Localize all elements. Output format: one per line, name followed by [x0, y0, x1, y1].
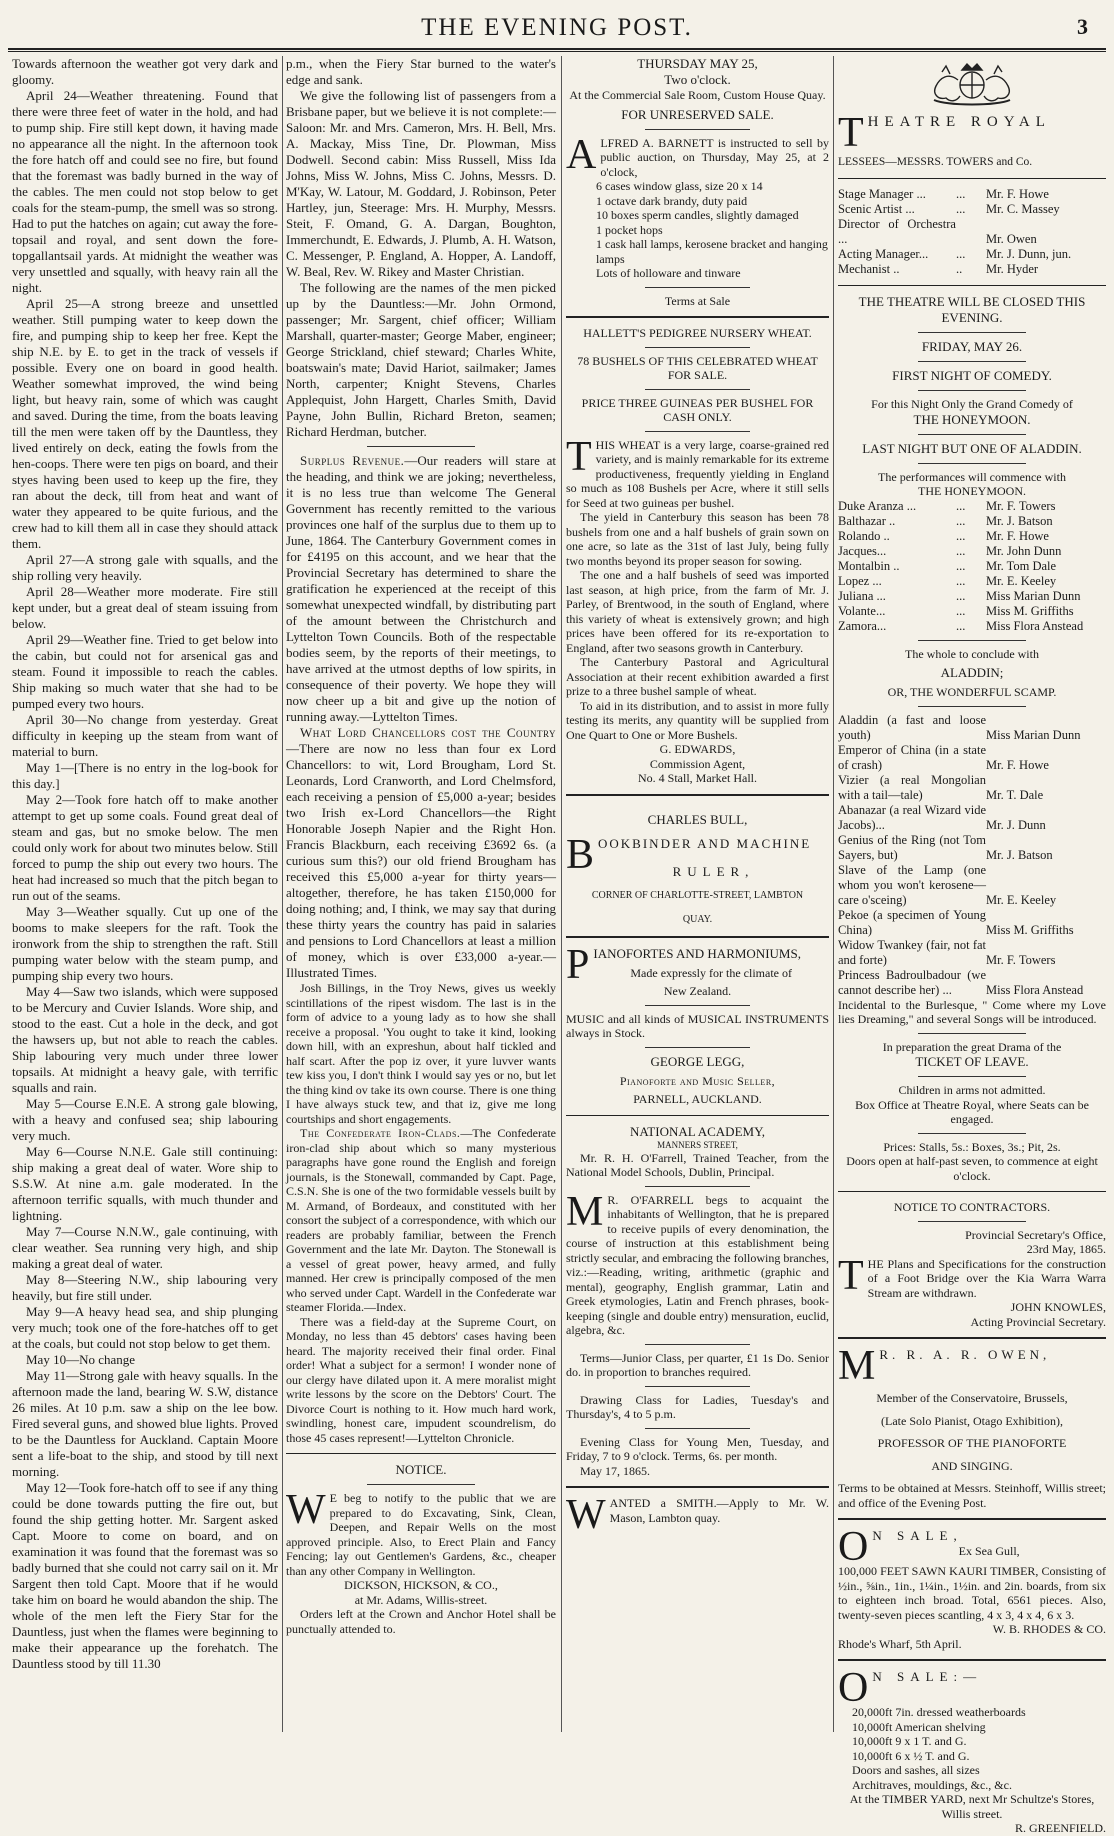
role-cell: Genius of the Ring (not Tom Sayers, but)	[838, 832, 986, 862]
divider	[645, 1186, 750, 1187]
table-row	[838, 514, 1106, 529]
academy-intro: Mr. R. H. O'Farrell, Trained Teacher, from the National Model Schools, Dublin, Principal.	[566, 1150, 829, 1179]
log-entry: April 25—A strong breeze and unsettled weather. Still pumping water to keep down the fire, and pumping ship to keep her free. Kept the ship N.E. by E. to get in the track of vessels if possible. Every one on board in good health. Weather somewhat improved, the wind being light, but heavy rain, some of which was caught and saved. During the time, from the boats leaving till the men were taken off by the Dauntless, they lived entirely on deck, eating the fowls from the hen-coops. There were ten pigs on board, and their styes having been used to keep up the fire, they ran about the deck, till from heat and want of water they appeared to be quite furious, and the crew had to kill them all in case they should attack them.	[12, 296, 278, 551]
contractors-date: 23rd May, 1865.	[1026, 1242, 1106, 1256]
sale-place: At the Commercial Sale Room, Custom House Quay.	[569, 88, 826, 102]
academy-street: MANNERS STREET,	[657, 1139, 738, 1150]
divider	[645, 347, 750, 348]
drop-cap: M	[566, 1188, 604, 1235]
wheat-signature: G. EDWARDS,	[659, 742, 736, 756]
role-cell: Juliana ...	[838, 588, 886, 603]
actor-cell: Mr. T. Dale	[986, 787, 1044, 802]
role-cell: Mechanist ..	[838, 262, 900, 276]
divider	[918, 361, 1025, 362]
table-row	[838, 499, 1106, 514]
log-entry: April 28—Weather more moderate. Fire still kept under, but a great deal of steam issuing from below.	[12, 584, 278, 631]
role-cell: Montalbin ..	[838, 558, 900, 573]
honeymoon-cast-table	[838, 499, 1106, 634]
grand-comedy: For this Night Only the Grand Comedy of	[871, 397, 1073, 411]
actor-cell: Mr. F. Howe	[986, 757, 1049, 772]
drop-cap: W	[286, 1487, 326, 1533]
actor-cell: Mr. F. Towers	[986, 498, 1056, 513]
sale-time: Two o'clock.	[664, 72, 731, 87]
actor-cell: Mr. E. Keeley	[986, 892, 1057, 907]
table-row	[838, 833, 1106, 863]
article-heading: Surplus Revenue.	[300, 453, 405, 468]
log-entry: April 24—Weather threatening. Found that there were three feet of water in the hold, and had to pump ship. Fire still kept down, it having made no appearance all the night. In the afternoon took the fore hatch off and could see no fire, but found that the foremast was badly burned in the way of the cables. The men could not stop below to get coals for the steam-pump, the smell was so strong. Had to put the hatches on again; cut away the fore-topsail and royal, and sent down the fore-topgallantsail yards. At midnight the weather was very unsettled and squally, with heavy rain all the night.	[12, 88, 278, 295]
drop-cap: W	[566, 1492, 606, 1538]
honeymoon-title-2: THE HONEYMOON.	[918, 484, 1026, 498]
divider	[645, 389, 750, 390]
actor-cell: Miss Marian Dunn	[986, 588, 1081, 603]
notice-address: at Mr. Adams, Willis-street.	[354, 1592, 488, 1607]
divider	[367, 1484, 475, 1485]
academy-heading: NATIONAL ACADEMY,	[629, 1123, 766, 1139]
legg-place: PARNELL, AUCKLAND.	[633, 1092, 762, 1106]
contractors-signature: JOHN KNOWLES,	[1010, 1300, 1106, 1314]
actor-cell: Mr. F. Howe	[986, 528, 1049, 543]
table-row	[838, 202, 1106, 217]
divider	[918, 640, 1025, 641]
incidental-songs: Incidental to the Burlesque, " Come where my Love lies Dreaming," and several Songs will be introduced.	[838, 997, 1106, 1026]
legg-trade: Pianoforte and Music Seller,	[619, 1073, 776, 1088]
sale-terms: Terms at Sale	[664, 293, 731, 308]
newspaper-title: THE EVENING POST.	[421, 14, 693, 41]
piano-made: Made expressly for the climate of	[630, 965, 792, 980]
table-row	[838, 217, 1106, 247]
bookbinder-address: CORNER OF CHARLOTTE-STREET, LAMBTON	[591, 889, 804, 901]
log-entry: April 30—No change from yesterday. Great difficulty in keeping up the steam from want of material to burn.	[12, 712, 278, 759]
article-heading: What Lord Chancellors cost the Country	[300, 725, 556, 740]
leader-dots: ...	[956, 603, 966, 618]
divider	[918, 1133, 1025, 1134]
divider	[838, 1337, 1106, 1339]
leader-dots: ...	[956, 202, 966, 216]
role-cell: Volante...	[838, 603, 886, 618]
leader-dots: ...	[956, 543, 966, 558]
actor-cell: Mr. C. Massey	[986, 202, 1060, 216]
role-cell: Slave of the Lamp (one whom you won't kerosene—care o'sceing)	[838, 862, 986, 907]
role-cell: Lopez ...	[838, 573, 882, 588]
role-cell: Director of Orchestra ...	[838, 217, 956, 246]
list-item: Architraves, mouldings, &c., &c.	[852, 1777, 1012, 1792]
wheat-origin: The one and a half bushels of seed was imported last season, at high price, from the farm of Mr. J. Parley, of Brentwood, in the south of England, where this variety of wheat is extensively grown; and high prices have been offered for its re-exportation to England, after two seasons growth in Canterbury.	[566, 568, 829, 655]
legg-name: GEORGE LEGG,	[650, 1053, 745, 1069]
theatre-closed: THE THEATRE WILL BE CLOSED THIS EVENING.	[858, 294, 1086, 325]
actor-cell: Mr. J. Dunn, jun.	[986, 247, 1072, 261]
timber-yard-item-list	[838, 1705, 1106, 1792]
friday-date: FRIDAY, MAY 26.	[921, 339, 1023, 354]
notice-signature: DICKSON, HICKSON, & CO.,	[344, 1578, 498, 1592]
wanted-smith-ad	[566, 1492, 829, 1538]
leader-dots: ...	[956, 573, 966, 588]
log-entry: May 4—Saw two islands, which were supposed to be Mercury and Cuvier Islands. Wore ship, and stood to the east. Cut a hole in the deck, and got the hawsers up, but not able to reach the cables. Ship labouring very much under three lower topsails. At midnight a heavy gale, with terrific squalls and rain.	[12, 984, 278, 1095]
leader-dots: ...	[956, 618, 966, 633]
column-divider	[561, 56, 562, 1732]
actor-cell: Mr. Tom Dale	[986, 558, 1057, 573]
list-item: 1 octave dark brandy, duty paid	[596, 193, 748, 208]
performances-commence: The performances will commence with	[878, 469, 1066, 484]
contractors-heading: NOTICE TO CONTRACTORS.	[893, 1200, 1051, 1214]
table-row	[838, 544, 1106, 559]
leader-dots	[956, 217, 986, 247]
academy-ad	[566, 1188, 829, 1338]
actor-cell: Mr. F. Towers	[986, 952, 1056, 967]
piano-nz: New Zealand.	[663, 984, 732, 998]
log-entry: May 5—Course E.N.E. A strong gale blowing, with a heavy and confused sea; ship labouring very much.	[12, 1096, 278, 1143]
drop-cap: O	[838, 1665, 869, 1711]
table-row	[838, 262, 1106, 277]
wheat-agent: Commission Agent,	[649, 756, 746, 771]
divider	[645, 287, 750, 288]
academy-text: R. O'FARRELL begs to acquaint the inhabitants of Wellington, that he is prepared to receive pupils of every denomination, the course of instruction at this establishment being strictly secular, and embracing the following branches, viz.:—Reading, writing, arithmetic (graphic and mental), geography, English grammar, Latin and Greek etymologies, Latin and French phrases, book-keeping (single and double entry) mensuration, euclid, algebra, &c.	[566, 1192, 829, 1337]
leader-dots: ...	[956, 247, 966, 261]
in-preparation: In preparation the great Drama of the	[882, 1039, 1062, 1054]
field-day-article: There was a field-day at the Supreme Court, on Monday, no less than 45 debtors' cases having been heard. The majority received their final order. Final order! What a subject for a sermon! I wonder none of our clergy have dilated upon it. A mere moralist might write lessons by the score on the Debtors' Court. The Divorce Court is nothing to it. How much hard work, swindling, honest care, impudent scoundrelism, do those 45 cases represent!—Lyttelton Chronicle.	[286, 1314, 556, 1445]
table-row	[838, 908, 1106, 938]
owen-terms: Terms to be obtained at Messrs. Steinhoff, Willis street; and office of the Evening Post.	[838, 1481, 1106, 1510]
actor-cell: Miss Flora Anstead	[986, 982, 1084, 997]
drop-cap: T	[838, 1252, 864, 1299]
actor-cell: Miss Marian Dunn	[986, 727, 1081, 742]
actor-cell: Miss M. Griffiths	[986, 603, 1074, 618]
contractors-notice	[838, 1252, 1106, 1301]
divider	[918, 1033, 1025, 1034]
last-night-aladdin: LAST NIGHT BUT ONE OF ALADDIN.	[862, 440, 1082, 456]
timber-sale-date: Rhode's Wharf, 5th April.	[838, 1636, 962, 1651]
actor-cell: Mr. Owen	[986, 232, 1037, 246]
divider	[918, 332, 1025, 333]
divider	[838, 1659, 1106, 1661]
notice-orders: Orders left at the Crown and Anchor Hotel shall be punctually attended to.	[286, 1607, 556, 1636]
divider	[645, 1047, 750, 1048]
list-item: 10 boxes sperm candles, slightly damaged	[596, 208, 799, 222]
table-row	[838, 743, 1106, 773]
leader-dots: ..	[956, 262, 963, 276]
bookbinder-trade: OOKBINDER AND MACHINE	[598, 835, 812, 851]
role-cell: Aladdin (a fast and loose youth)	[838, 712, 986, 742]
auction-item-list	[566, 179, 829, 281]
surplus-revenue-article	[286, 453, 556, 725]
list-item: 6 cases window glass, size 20 x 14	[596, 179, 763, 193]
auction-ad	[566, 131, 829, 180]
owen-member: Member of the Conservatoire, Brussels,	[876, 1391, 1068, 1405]
list-item: 10,000ft American shelving	[852, 1719, 986, 1734]
drop-cap: T	[838, 110, 864, 156]
article-heading: The Confederate Iron-Clads.	[300, 1126, 461, 1140]
wheat-distribution: To aid in its distribution, and to assist in more fully testing its merits, any quantity will be supplied from One Quart to One or More Bushels.	[566, 698, 829, 742]
children-notice: Children in arms not admitted.	[898, 1083, 1046, 1097]
role-cell: Abanazar (a real Wizard vide Jacobs)...	[838, 802, 986, 832]
box-office: Box Office at Theatre Royal, where Seats can be engaged.	[855, 1097, 1089, 1126]
academy-date: May 17, 1865.	[580, 1463, 650, 1478]
crew-list: The following are the names of the men picked up by the Dauntless:—Mr. John Ormond, passenger; Mr. Sargent, chief officer; William Marshall, quarter-master; George Maber, engineer; George Strickland, chief steward; Charles White, boatswain's mate; David Hariot, sailmaker; James North, carpenter; Knight Stevens, Charles Applequist, John Hargett, Charles Smith, David Payne, John Bullin, Richard Breton, seamen; Richard Herdman, butcher.	[286, 280, 556, 439]
wheat-stall: No. 4 Stall, Market Hall.	[638, 771, 757, 785]
role-cell: Princess Badroulbadour (we cannot describe her) ...	[838, 967, 986, 997]
role-cell: Duke Aranza ...	[838, 498, 917, 513]
list-item: 10,000ft 9 x 1 T. and G.	[852, 1734, 967, 1748]
table-row	[838, 559, 1106, 574]
drop-cap: T	[566, 433, 592, 480]
josh-billings-article: Josh Billings, in the Troy News, gives us weekly scintillations of the ripest wisdom. The last is in the form of advice to a young lady as to how she shall receive a proposal. 'You ought to take it kind, looking down hill, with an expreshun, about half tickled and half scart. After the pop iz over, it yure luvver wants tew kiss you, I don't think I would say yes or no, but let the thing kind ov take its own course. There is one thing I have always stuck tew, and that iz, give me long courtships and short engagements.	[286, 981, 556, 1126]
drop-cap: A	[566, 131, 597, 178]
role-cell: Balthazar ..	[838, 513, 896, 528]
leader-dots: ...	[956, 528, 966, 543]
role-cell: Widow Twankey (fair, not fat and forte)	[838, 937, 986, 967]
first-night: FIRST NIGHT OF COMEDY.	[892, 368, 1052, 383]
wheat-yield: The yield in Canterbury this season has been 78 bushels from one and a half bushels of grain sown on one acre, so late as the 31st of last July, being fully two months beyond its proper season for sowing.	[566, 510, 829, 568]
table-row	[838, 529, 1106, 544]
divider	[645, 1428, 750, 1429]
list-item: Doors and sashes, all sizes	[852, 1763, 980, 1777]
doors-open: Doors open at half-past seven, to commence at eight o'clock.	[846, 1154, 1098, 1183]
log-entry: May 6—Course N.N.E. Gale still continuing: ship making a great deal of water. Wore ship to S.S.W. At nine a.m. gale moderated. In the afternoon terrific squalls, with much thunder and lightning.	[12, 1144, 278, 1223]
wheat-text: HIS WHEAT is a very large, coarse-grained red variety, and is mainly remarkable for its extreme productiveness, frequently yielding in England so much as 108 Bushels per Acre, where it still sells for Seed at two guineas per bushel.	[566, 437, 829, 510]
drop-cap: B	[566, 831, 595, 878]
column-1-fiery-star-log	[12, 56, 278, 1732]
piano-music: MUSIC and all kinds of MUSICAL INSTRUMENTS always in Stock.	[566, 1011, 829, 1040]
table-row	[838, 589, 1106, 604]
aladdin-title: ALADDIN;	[940, 665, 1004, 680]
actor-cell: Mr. J. Batson	[986, 513, 1053, 528]
table-row	[838, 803, 1106, 833]
wheat-price: PRICE THREE GUINEAS PER BUSHEL FOR CASH ONLY.	[581, 395, 814, 424]
table-row	[838, 574, 1106, 589]
column-divider	[833, 56, 834, 1732]
timber-sale-signature: W. B. RHODES & CO.	[992, 1622, 1106, 1636]
timber-sale-text: 100,000 FEET SAWN KAURI TIMBER, Consisting of ½in., ⅝in., 1in., 1¼in., 1½in. and 2in. boards, from six to eighteen inch broad. Total, 6561 pieces. Also, twenty-seven pieces scantling, 4 x 3, 4 x 4, 6 x 3.	[838, 1564, 1106, 1622]
log-entry: Towards afternoon the weather got very dark and gloomy.	[12, 56, 278, 87]
column-4-theatre-and-notices	[838, 56, 1106, 1835]
academy-terms: Terms—Junior Class, per quarter, £1 1s Do. Senior do. in proportion to branches required.	[566, 1350, 829, 1379]
bookbinder-ruler: RULER,	[672, 863, 755, 879]
academy-evening-class: Evening Class for Young Men, Tuesday, and Friday, 7 to 9 o'clock. Terms, 6s. per month.	[566, 1434, 829, 1463]
role-cell: Scenic Artist ...	[838, 202, 915, 216]
column-3-advertisements	[566, 56, 829, 1732]
divider	[838, 1191, 1106, 1192]
wheat-heading: HALLETT'S PEDIGREE NURSERY WHEAT.	[583, 326, 812, 340]
log-entry: May 12—Took fore-hatch off to see if any thing could be done towards putting the fire out, but found the ship getting hotter. Mr. Sargent asked Capt. Moore to come on board, and on examination it was found that the foremast was so badly burned that she could not carry sail on it. Mr Sargent then told Capt. Moore that if he would take him on board he would abandon the ship. The whole of the men left the Fiery Star for the Dauntless, just when the flames were beginning to make their appearance up the forehatch. The Dauntless stood by till 11.30	[12, 1480, 278, 1671]
role-cell: Acting Manager...	[838, 247, 929, 261]
divider	[918, 390, 1025, 391]
drop-cap: O	[838, 1524, 869, 1570]
role-cell: Jacques...	[838, 543, 887, 558]
contractors-office: Provincial Secretary's Office,	[965, 1227, 1106, 1242]
owen-professor: PROFESSOR OF THE PIANOFORTE	[877, 1436, 1067, 1450]
ticket-of-leave: TICKET OF LEAVE.	[915, 1054, 1029, 1069]
divider	[566, 936, 829, 938]
timber-yard-signature: R. GREENFIELD.	[1015, 1821, 1106, 1835]
role-cell: Emperor of China (in a state of crash)	[838, 742, 986, 772]
piano-heading: IANOFORTES AND HARMONIUMS,	[593, 945, 801, 961]
list-item: 20,000ft 7in. dressed weatherboards	[852, 1705, 1026, 1719]
actor-cell: Mr. J. Batson	[986, 847, 1053, 862]
table-row	[838, 863, 1106, 908]
role-cell: Pekoe (a specimen of Young China)	[838, 907, 986, 937]
log-entry: May 8—Steering N.W., ship labouring very heavily, but fire still under.	[12, 1272, 278, 1303]
timber-yard-location: At the TIMBER YARD, next Mr Schultze's Stores, Willis street.	[849, 1792, 1095, 1821]
leader-dots: ...	[956, 588, 966, 603]
theatre-staff-table	[838, 187, 1106, 277]
notice-heading: NOTICE.	[395, 1462, 447, 1477]
actor-cell: Mr. John Dunn	[986, 543, 1062, 558]
role-cell: Stage Manager ...	[838, 187, 926, 201]
leader-dots: ...	[956, 558, 966, 573]
divider	[918, 434, 1025, 435]
table-row	[838, 247, 1106, 262]
divider	[838, 285, 1106, 286]
article-text: —The Confederate iron-clad ship about which so many mysterious paragraphs have gone round the English and foreign journals, is the Stonewall, commanded by Capt. Page, C.S.N. She is one of the two formidable vessels built by M. Armand, of Bordeaux, and constituted with her consort the subject of a correspondence, with which our readers are probably familiar, between the French Government and the late Mr. Dayton. The Stonewall is a vessel of great power, heavy armed, and fully manned. Her crew is principally composed of the men who served under Capt. Wardell in the Confederate war steamer Florida.—Index.	[286, 1126, 556, 1314]
divider	[566, 316, 829, 318]
column-divider	[282, 56, 283, 1732]
table-row	[838, 713, 1106, 743]
log-entry: April 29—Weather fine. Tried to get below into the cabin, but could not for arsenical gas and steam. Found it impossible to reach the cables. Ship making so much water that she had to be pumped every two hours.	[12, 632, 278, 711]
column-2-news	[286, 56, 556, 1732]
actor-cell: Mr. E. Keeley	[986, 573, 1057, 588]
auction-text: LFRED A. BARNETT is instructed to sell by public auction, on Thursday, May 25, at 2 o'clock,	[600, 135, 829, 179]
list-item: 1 cask hall lamps, kerosene bracket and hanging lamps	[596, 237, 828, 266]
divider	[286, 1453, 556, 1454]
wheat-subheading: 78 BUSHELS OF THIS CELEBRATED WHEAT FOR SALE.	[577, 353, 818, 382]
drop-cap: P	[566, 941, 590, 988]
leader-dots: ...	[956, 513, 966, 528]
contractors-text: HE Plans and Specifications for the construction of a Foot Bridge over the Kia Warra Warra Stream are withdrawn.	[867, 1256, 1106, 1300]
leader-dots: ...	[956, 187, 966, 201]
divider	[838, 1518, 1106, 1520]
table-row	[838, 938, 1106, 968]
divider	[918, 1221, 1025, 1222]
article-text: p.m., when the Fiery Star burned to the water's edge and sank.	[286, 56, 556, 87]
actor-cell: Mr. F. Howe	[986, 187, 1049, 201]
sale-ship: Ex Sea Gull,	[958, 1544, 1020, 1558]
divider	[645, 1005, 750, 1006]
divider	[645, 129, 750, 130]
divider	[566, 1115, 829, 1116]
owen-heading: R. R. A. R. OWEN,	[879, 1347, 1051, 1362]
log-entry: May 2—Took fore hatch off to make another attempt to get up some coals. Found great deal of steam and gas, but no smoke below. The men could only work for about two minutes below. Still forced to pump the ship out every two hours. The heat had increased so much that the pitch began to run out of the seams.	[12, 792, 278, 903]
on-sale-heading-2: N SALE:—	[872, 1669, 983, 1684]
log-entry: May 10—No change	[26, 1352, 136, 1367]
owen-singing: AND SINGING.	[931, 1458, 1013, 1473]
actor-cell: Miss M. Griffiths	[986, 922, 1074, 937]
on-sale-heading: N SALE,	[872, 1528, 963, 1543]
notice-ad	[286, 1487, 556, 1578]
notice-text: E beg to notify to the public that we are prepared to do Excavating, Sink, Clean, Deepen, and Repair Wells on the most approved principle. Also, to Erect Plain and Fancy Fencing; lay out Gentlemen's Gardens, &c., cheaper than any other Company in Wellington.	[286, 1491, 556, 1578]
conclude-with: The whole to conclude with	[905, 646, 1039, 661]
academy-drawing-class: Drawing Class for Ladies, Tuesday's and Thursday's, 4 to 5 p.m.	[566, 1392, 829, 1421]
owen-late: (Late Solo Pianist, Otago Exhibition),	[881, 1413, 1063, 1428]
lord-chancellors-article	[286, 725, 556, 981]
table-row	[838, 604, 1106, 619]
log-entry: April 27—A strong gale with squalls, and the ship rolling very heavily.	[12, 552, 278, 583]
ironclads-article	[286, 1126, 556, 1315]
log-entry: May 3—Weather squally. Cut up one of the booms to make sleepers for the raft. Took the ironwork from the ship to strengthen the raft. Still pumping water below with the steam pump, and pumping ship every two hours.	[12, 904, 278, 983]
sale-date: THURSDAY MAY 25,	[637, 56, 758, 71]
aladdin-cast-table	[838, 713, 1106, 998]
actor-cell: Miss Flora Anstead	[986, 618, 1084, 633]
article-text: —Our readers will stare at the heading, and think we are joking; nevertheless, it is no less true than welcome The General Government has recently remitted to the various provinces one half of the surplus due to them up to June, 1864. The Canterbury Government comes in for £4195 on this account, and we hear that the Provincial Secretary has determined to share the gratification he experienced at the receipt of this somewhat unexpected windfall, by distributing part of the amount between the Christchurch and Lyttelton Town Councils. Both of the respectable bodies seem, by the reports of their meetings, to have arrived at the utmost depths of low spirits, in consequence of their poverty. We hope they will now cheer up a bit and give up the notion of running away.—Lyttelton Times.	[286, 453, 556, 724]
divider	[838, 178, 1106, 179]
masthead-rule	[8, 48, 1106, 52]
list-item: 10,000ft 6 x ½ T. and G.	[852, 1748, 970, 1763]
role-cell: Vizier (a real Mongolian with a tail—tale)	[838, 772, 986, 802]
wanted-text: ANTED a SMITH.—Apply to Mr. W. Mason, Lambton quay.	[609, 1496, 829, 1525]
table-row	[838, 773, 1106, 803]
divider	[918, 463, 1025, 464]
divider	[918, 706, 1025, 707]
article-text: —There are now no less than four ex Lord Chancellors: to wit, Lord Brougham, Lord St. Leonards, Lord Cranworth, and Lord Chelmsford, each receiving a pension of £5,000 a-year; besides two Irish ex-Lord Chancellors—the Right Honorable Joseph Napier and the Right Hon. Francis Blackburn, each receiving £3692 6s. (a curious sum this?) our old friend Brougham has received this £5,000 a-year for thirty years—altogether, therefore, he has taken £150,000 for doing nothing; and, I think, we may say that during these thirty years the country has paid in salaries and pensions to Lord Chancellors at least a million of money, which is over £33,000 a-year.—Illustrated Times.	[286, 741, 556, 980]
masthead	[0, 0, 1114, 52]
list-item: 1 pocket hops	[596, 222, 663, 237]
passenger-list: We give the following list of passengers from a Brisbane paper, but we believe it is not complete:—Saloon: Mr. and Mrs. Cameron, Mrs. H. Bell, Mrs. A. Mackay, Miss Tine, Dr. Plowman, Miss Dodwell. Second cabin: Miss Russell, Miss Ida Johns, Miss W. Johns, Miss C. Johns, Messrs. D. M'Kay, W. Latour, M. Goddard, J. Robinson, Peter Hartley, jun, Steerage: Mrs. H. Murphy, Messrs. Steit, F. Omand, G. A. Dargan, Boughton, Immerchundt, E. Edwards, J. Plumb, A. H. Watson, C. Messenger, P. England, A. Hopper, A. Landoff, W. Beal, Rev. W. Rikey and Master Christian.	[286, 88, 556, 279]
log-entry: May 9—A heavy head sea, and ship plunging very much; took one of the fore-hatches off to get at the coals, but could not stop below to get them.	[12, 1304, 278, 1351]
prices: Prices: Stalls, 5s.: Boxes, 3s.; Pit, 2s.	[883, 1139, 1061, 1154]
table-row	[838, 619, 1106, 634]
leader-dots: ...	[956, 498, 966, 513]
table-row	[838, 968, 1106, 998]
honeymoon-title: THE HONEYMOON.	[913, 411, 1031, 427]
contractors-title: Acting Provincial Secretary.	[970, 1314, 1106, 1329]
wheat-prize: The Canterbury Pastoral and Agricultural Association at their recent exhibition awarded a first prize to a three bushel sample of wheat.	[566, 655, 829, 698]
log-entry: May 7—Course N.N.W., gale continuing, with clear weather. Sea running very high, and ship making a great deal of water.	[12, 1224, 278, 1271]
bookbinder-quay: QUAY.	[682, 913, 713, 925]
aladdin-subtitle: OR, THE WONDERFUL SCAMP.	[887, 685, 1057, 699]
wheat-description	[566, 433, 829, 511]
divider	[566, 1486, 829, 1488]
log-entry: May 11—Strong gale with heavy squalls. In the afternoon made the land, bearing W. S.W, distance 26 miles. At 10 p.m. saw a ship on the lee bow. Fired several guns, and showed blue lights. Proved to be the Dauntless for Auckland. Captain Moore sent a life-boat to the ship, and stood by till next morning.	[12, 1368, 278, 1479]
divider	[645, 431, 750, 432]
divider	[918, 1076, 1025, 1077]
log-entry: May 1—[There is no entry in the log-book for this day.]	[12, 760, 278, 791]
role-cell: Rolando ..	[838, 528, 890, 543]
table-row	[838, 187, 1106, 202]
page-number: 3	[1077, 14, 1088, 39]
bookbinder-name: CHARLES BULL,	[647, 811, 748, 827]
actor-cell: Mr. J. Dunn	[986, 817, 1046, 832]
drop-cap: M	[838, 1343, 876, 1389]
theatre-heading: HEATRE ROYAL	[867, 114, 1051, 130]
royal-crest-icon	[912, 60, 1032, 110]
lessees: LESSEES—MESSRS. TOWERS and Co.	[838, 156, 1033, 168]
actor-cell: Mr. Hyder	[986, 262, 1039, 276]
sale-heading: FOR UNRESERVED SALE.	[621, 106, 774, 122]
divider	[566, 794, 829, 796]
divider	[645, 1386, 750, 1387]
role-cell: Zamora...	[838, 618, 887, 633]
divider	[367, 446, 475, 447]
list-item: Lots of holloware and tinware	[596, 266, 741, 280]
divider	[645, 1344, 750, 1345]
